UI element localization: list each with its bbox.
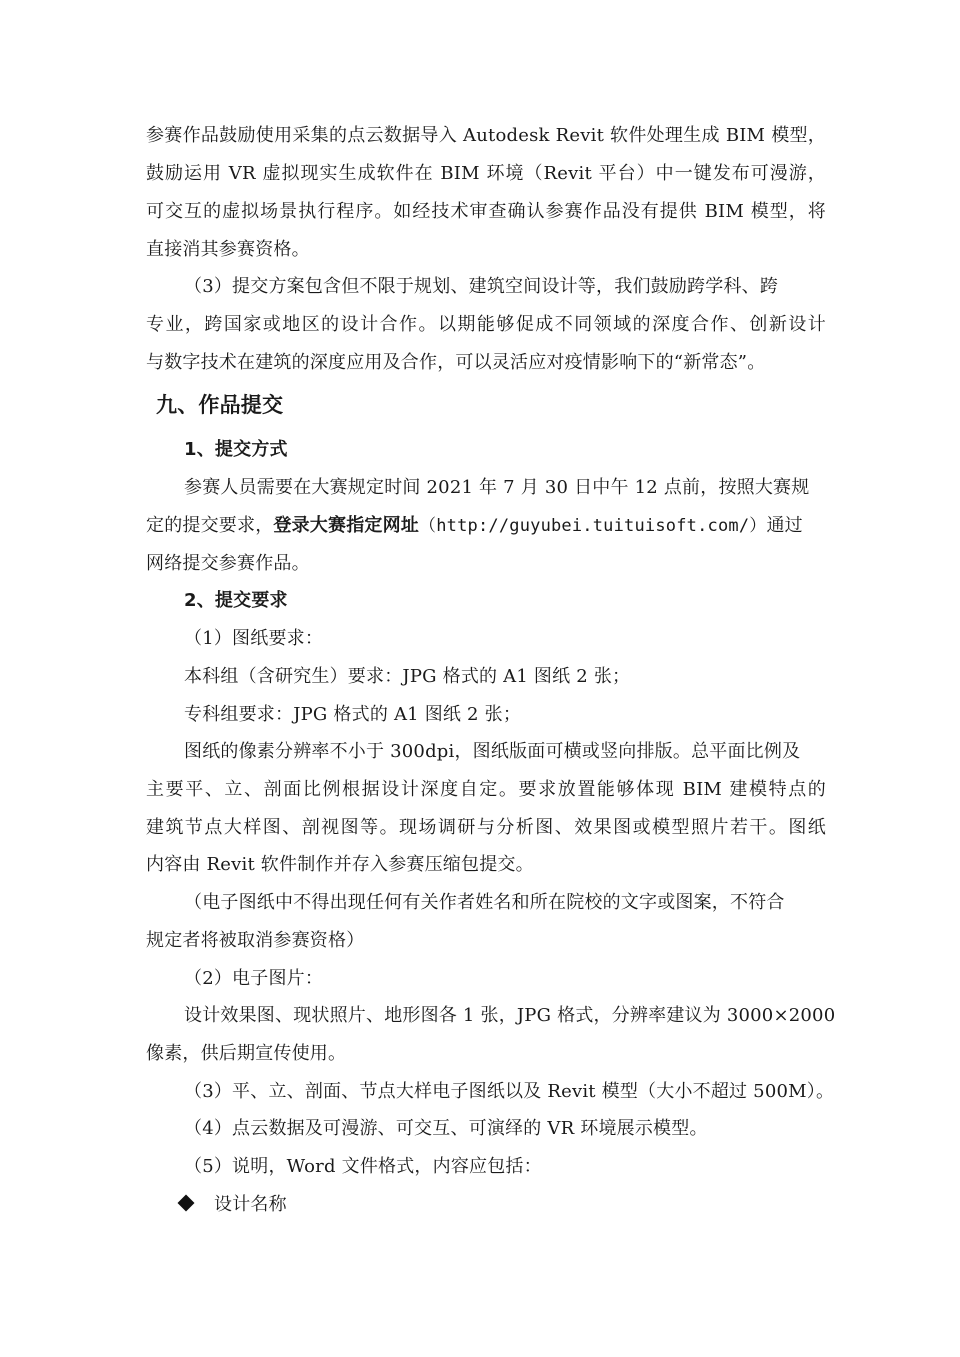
list-item: （2）电子图片： [184,968,324,989]
url-link[interactable]: （http://guyubei.tuituisoft.com/） [419,516,767,536]
paragraph-line: 图纸的像素分辨率不小于 300dpi，图纸版面可横或竖向排版。总平面比例及 [184,741,801,762]
paragraph-line: 与数字技术在建筑的深度应用及合作，可以灵活应对疫情影响下的“新常态”。 [146,352,766,373]
list-item: （4）点云数据及可漫游、可交互、可演绎的 VR 环境展示模型。 [184,1118,708,1139]
paragraph-line: 规定者将被取消参赛资格） [146,930,365,951]
paragraph-line: 建筑节点大样图、剖视图等。现场调研与分析图、效果图或模型照片若干。图纸 [146,817,826,838]
paragraph-line: 专业，跨国家或地区的设计合作。以期能够促成不同领域的深度合作、创新设计 [146,314,826,335]
paragraph-line: 鼓励运用 VR 虚拟现实生成软件在 BIM 环境（Revit 平台）中一键发布可漫游， [146,163,826,184]
diamond-bullet-icon [178,1195,195,1212]
text-segment: 定的提交要求， [146,515,274,536]
paragraph-line: 主要平、立、剖面比例根据设计深度自定。要求放置能够体现 BIM 建模特点的 [146,779,826,800]
bullet-item: 设计名称 [214,1194,287,1215]
paragraph-line: 网络提交参赛作品。 [146,553,310,574]
paragraph-line: 参赛作品鼓励使用采集的点云数据导入 Autodesk Revit 软件处理生成 BIM 模型， [146,125,826,146]
paragraph-line: 专科组要求：JPG 格式的 A1 图纸 2 张； [184,704,522,725]
section-heading: 九、作品提交 [156,393,284,417]
list-item: （5）说明，Word 文件格式，内容应包括： [184,1156,542,1177]
paragraph-line: 像素，供后期宣传使用。 [146,1043,347,1064]
paragraph-line: 可交互的虚拟场景执行程序。如经技术审查确认参赛作品没有提供 BIM 模型，将 [146,201,826,222]
list-item: （3）平、立、剖面、节点大样电子图纸以及 Revit 模型（大小不超过 500M）。 [184,1081,835,1102]
bold-text: 登录大赛指定网址 [273,515,420,536]
paragraph-line: 内容由 Revit 软件制作并存入参赛压缩包提交。 [146,854,534,875]
paragraph-line [146,513,826,539]
paragraph-line: （电子图纸中不得出现任何有关作者姓名和所在院校的文字或图案，不符合 [184,892,785,913]
paragraph-line: 本科组（含研究生）要求：JPG 格式的 A1 图纸 2 张； [184,666,631,687]
list-item: （1）图纸要求： [184,628,324,649]
paragraph-line: （3）提交方案包含但不限于规划、建筑空间设计等，我们鼓励跨学科、跨 [184,276,779,297]
paragraph-line: 直接消其参赛资格。 [146,239,310,260]
paragraph-line: 设计效果图、现状照片、地形图各 1 张，JPG 格式，分辨率建议为 3000×2000 [184,1005,836,1026]
subsection-heading: 2、提交要求 [184,590,288,611]
text-segment: 通过 [766,515,803,536]
subsection-heading: 1、提交方式 [184,439,288,460]
paragraph-line: 参赛人员需要在大赛规定时间 2021 年 7 月 30 日中午 12 点前，按照大赛规 [184,477,810,498]
